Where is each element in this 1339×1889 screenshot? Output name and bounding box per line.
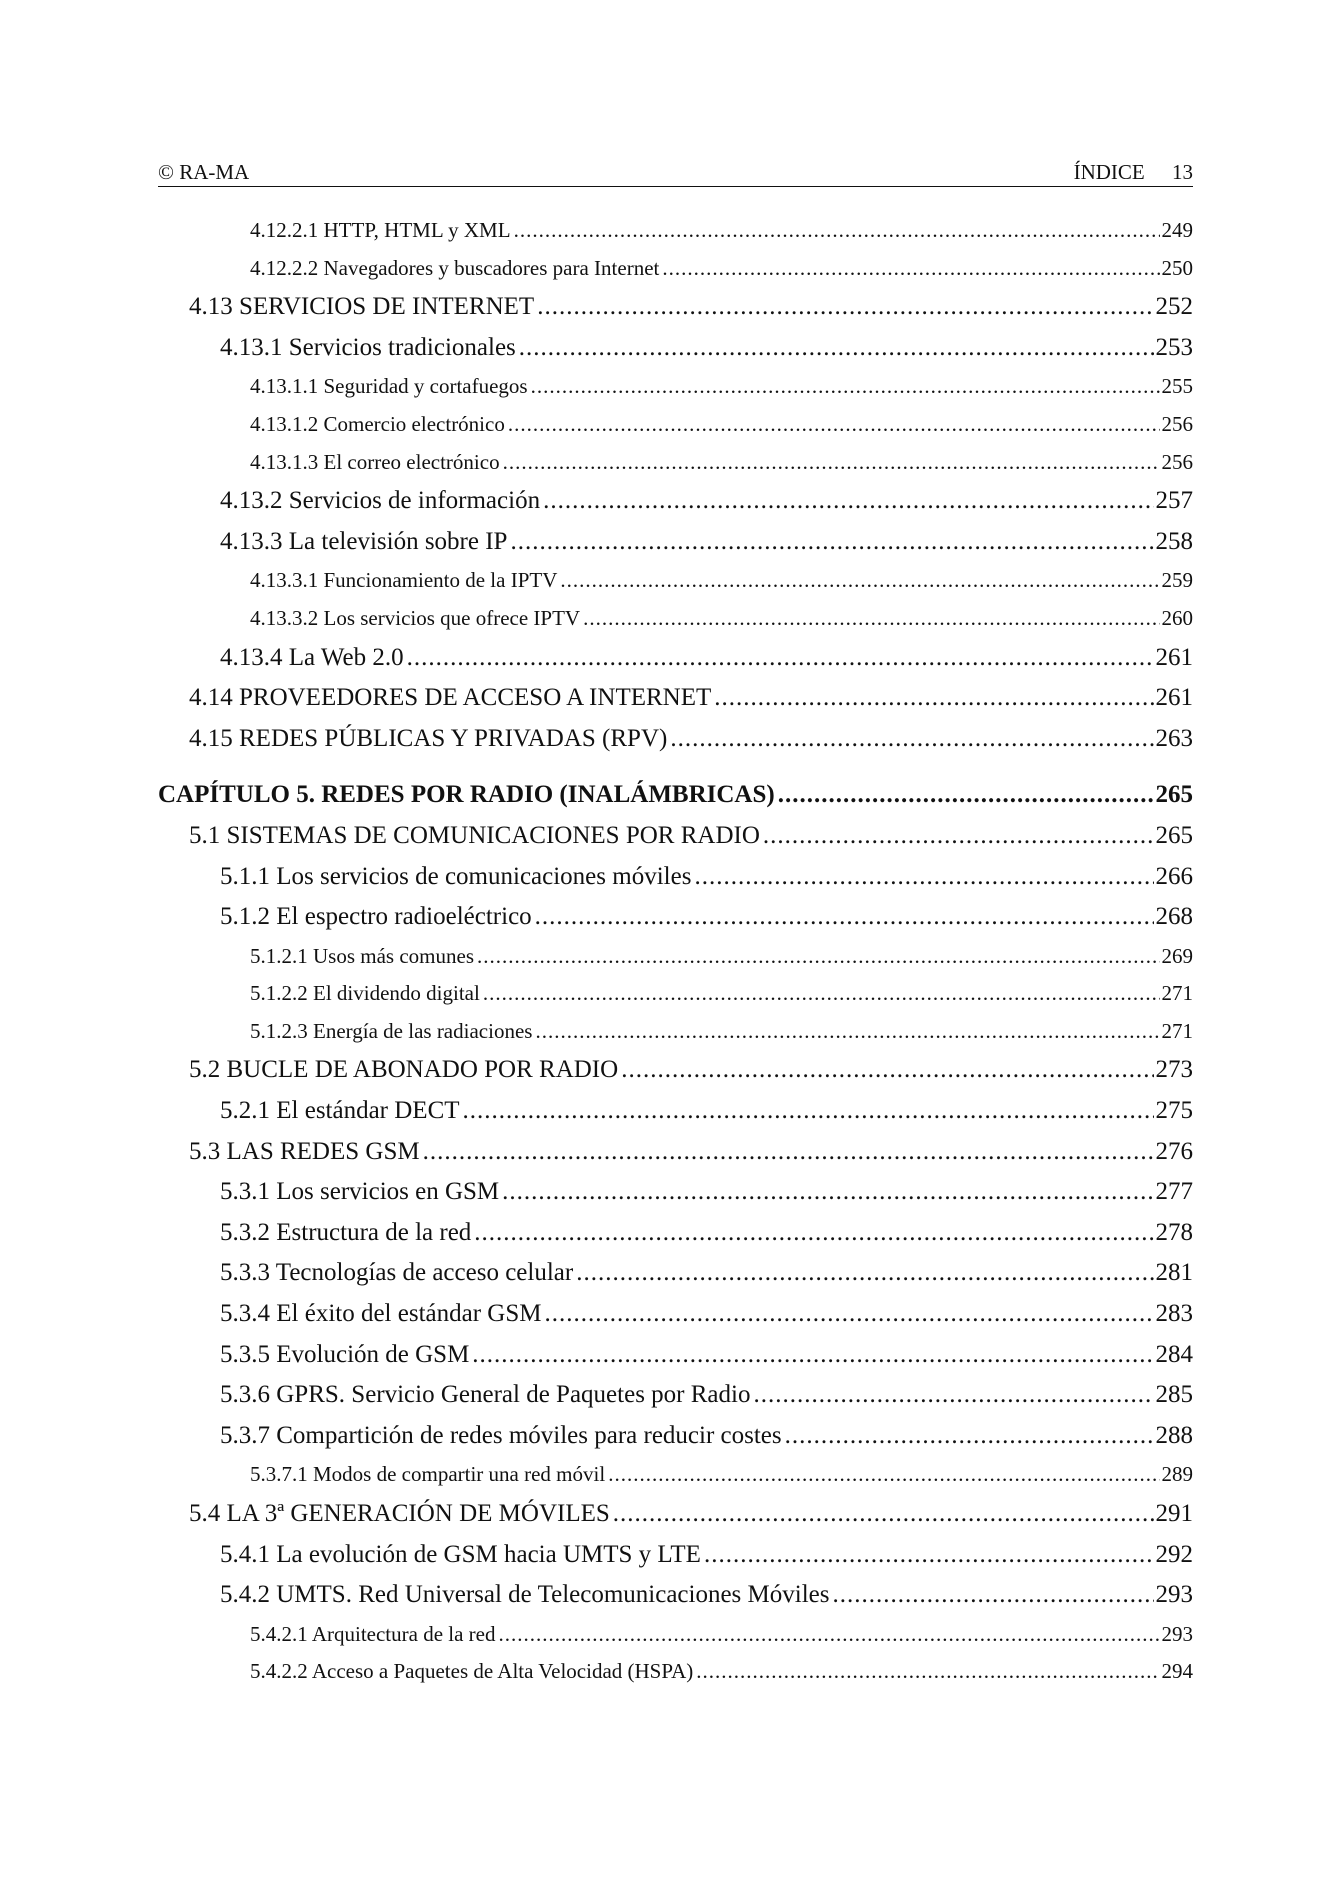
dot-leader [785,1422,1154,1450]
toc-entry[interactable] [158,725,1193,766]
toc-entry-label: 5.4.2.1 Arquitectura de la red [250,1621,496,1646]
toc-entry-page: 256 [1161,411,1193,436]
toc-entry-page: 252 [1155,293,1193,321]
toc-entry-label: 4.13.4 La Web 2.0 [220,643,404,671]
toc-entry-label: 4.13.1.1 Seguridad y cortafuegos [250,374,528,399]
dot-leader [499,1622,1160,1647]
toc-entry-label: 5.3.6 GPRS. Servicio General de Paquetes por Radio [220,1381,751,1409]
toc-entry-label: 4.13.2 Servicios de información [220,487,541,515]
toc-entry[interactable] [158,1541,1193,1582]
dot-leader [472,1341,1153,1369]
toc-entry-label: CAPÍTULO 5. REDES POR RADIO (INALÁMBRICAS) [158,781,775,809]
toc-entry-page: 278 [1155,1218,1193,1246]
toc-entry-page: 261 [1155,684,1193,712]
toc-entry-label: 4.12.2.1 HTTP, HTML y XML [250,218,511,242]
toc-entry-page: 283 [1155,1300,1193,1328]
toc-entry-page: 269 [1161,943,1193,968]
dot-leader [463,1097,1154,1125]
toc-entry-page: 276 [1155,1137,1193,1165]
toc-entry-page: 277 [1155,1178,1193,1206]
toc-entry-page: 284 [1155,1340,1193,1368]
toc-entry-label: 5.3.5 Evolución de GSM [220,1340,470,1368]
toc-entry-label: 4.15 REDES PÚBLICAS Y PRIVADAS (RPV) [189,724,668,752]
toc-entry-label: 4.13.3.1 Funcionamiento de la IPTV [250,568,558,593]
dot-leader [535,1019,1159,1044]
dot-leader [508,412,1160,437]
dot-leader [503,450,1160,475]
toc-entry-page: 259 [1161,568,1193,593]
toc-entry-label: 5.4.2.2 Acceso a Paquetes de Alta Velocidad (HSPA) [250,1659,694,1684]
toc-entry[interactable] [158,1581,1193,1622]
dot-leader [510,528,1153,556]
toc-entry-page: 289 [1161,1462,1193,1487]
toc-entry[interactable] [158,944,1193,982]
toc-entry[interactable] [158,1462,1193,1500]
dot-leader [477,944,1160,969]
toc-entry-page: 281 [1155,1259,1193,1287]
dot-leader [519,334,1154,362]
toc-entry-page: 285 [1155,1381,1193,1409]
dot-leader [832,1581,1153,1609]
toc-entry[interactable] [158,903,1193,944]
toc-entry-page: 260 [1161,605,1193,630]
toc-entry-page: 288 [1155,1421,1193,1449]
toc-entry-page: 273 [1155,1056,1193,1084]
toc-entry-label: 5.3 LAS REDES GSM [189,1137,420,1165]
dot-leader [694,863,1153,891]
dot-leader [502,1178,1153,1206]
toc-entry[interactable] [158,1381,1193,1422]
table-of-contents [158,218,1193,1697]
toc-entry-label: 5.4.1 La evolución de GSM hacia UMTS y LTE [220,1540,701,1568]
toc-entry-page: 249 [1161,218,1193,242]
running-header [158,160,1193,187]
section-title: ÍNDICE [1073,160,1145,184]
dot-leader [535,903,1154,931]
toc-entry-page: 291 [1155,1500,1193,1527]
toc-entry-label: 5.1 SISTEMAS DE COMUNICACIONES POR RADIO [189,821,760,849]
header-right [1052,160,1193,185]
toc-entry[interactable] [158,822,1193,863]
dot-leader [514,218,1160,243]
toc-entry-label: 5.2 BUCLE DE ABONADO POR RADIO [189,1056,619,1084]
dot-leader [560,568,1159,593]
toc-entry-label: 5.1.2.1 Usos más comunes [250,943,474,968]
toc-entry-page: 255 [1161,374,1193,399]
toc-entry-page: 293 [1161,1621,1193,1646]
toc-entry[interactable] [158,1019,1193,1057]
dot-leader [608,1462,1159,1487]
toc-entry[interactable] [158,1178,1193,1219]
toc-entry-page: 271 [1161,981,1193,1006]
toc-entry-label: 5.3.7.1 Modos de compartir una red móvil [250,1462,606,1487]
toc-entry[interactable] [158,644,1193,685]
toc-entry[interactable] [158,293,1193,334]
toc-entry-page: 263 [1155,724,1193,752]
dot-leader [778,781,1154,809]
toc-entry-label: 5.2.1 El estándar DECT [220,1097,460,1125]
toc-entry-page: 261 [1155,643,1193,671]
toc-entry-page: 257 [1155,487,1193,515]
toc-entry-label: 5.3.1 Los servicios en GSM [220,1178,500,1206]
dot-leader [714,684,1153,712]
dot-leader [670,725,1153,753]
dot-leader [407,644,1154,672]
toc-chapter-entry[interactable] [158,781,1193,822]
dot-leader [544,1300,1153,1328]
toc-entry[interactable] [158,334,1193,375]
toc-entry-label: 4.13.3.2 Los servicios que ofrece IPTV [250,605,581,630]
toc-entry[interactable] [158,981,1193,1019]
publisher-mark: © RA-MA [158,160,250,184]
toc-entry-label: 5.1.2.3 Energía de las radiaciones [250,1018,533,1043]
toc-entry-page: 256 [1161,449,1193,474]
toc-entry-label: 4.13.1.2 Comercio electrónico [250,411,505,436]
toc-entry-page: 258 [1155,527,1193,555]
dot-leader [531,374,1160,399]
toc-entry[interactable] [158,218,1193,256]
toc-entry-page: 293 [1155,1581,1193,1609]
toc-entry-page: 292 [1155,1540,1193,1568]
toc-entry[interactable] [158,1500,1193,1541]
toc-entry[interactable] [158,374,1193,412]
toc-entry[interactable] [158,1659,1193,1697]
toc-entry-label: 5.1.2 El espectro radioeléctrico [220,903,532,931]
toc-entry-label: 5.3.7 Compartición de redes móviles para reducir costes [220,1421,782,1449]
toc-entry[interactable] [158,863,1193,904]
toc-entry-page: 271 [1161,1018,1193,1043]
toc-entry[interactable] [158,450,1193,488]
toc-entry-page: 250 [1161,255,1193,280]
toc-entry[interactable] [158,568,1193,606]
toc-entry[interactable] [158,256,1193,294]
toc-entry-label: 4.14 PROVEEDORES DE ACCESO A INTERNET [189,684,712,712]
toc-entry-page: 275 [1155,1097,1193,1125]
toc-entry-label: 4.13 SERVICIOS DE INTERNET [189,293,535,321]
dot-leader [583,606,1159,631]
dot-leader [753,1381,1153,1409]
toc-entry[interactable] [158,1097,1193,1138]
toc-entry[interactable] [158,1219,1193,1260]
toc-entry-label: 4.13.1 Servicios tradicionales [220,333,516,361]
toc-entry-label: 5.3.4 El éxito del estándar GSM [220,1300,542,1328]
toc-entry-label: 5.1.2.2 El dividendo digital [250,981,480,1006]
toc-entry-page: 266 [1155,862,1193,890]
toc-entry-label: 5.1.1 Los servicios de comunicaciones móviles [220,862,692,890]
dot-leader [576,1259,1153,1287]
dot-leader [543,487,1153,515]
toc-entry-page: 265 [1155,821,1193,849]
dot-leader [621,1056,1153,1084]
toc-entry-page: 265 [1155,781,1193,809]
dot-leader [662,256,1159,281]
dot-leader [423,1138,1154,1166]
toc-entry-label: 5.4.2 UMTS. Red Universal de Telecomunicaciones Móviles [220,1581,830,1609]
toc-entry-label: 4.12.2.2 Navegadores y buscadores para Internet [250,255,660,280]
dot-leader [613,1500,1154,1528]
dot-leader [474,1219,1153,1247]
toc-entry[interactable] [158,606,1193,644]
toc-entry[interactable] [158,684,1193,725]
toc-entry-label: 4.13.3 La televisión sobre IP [220,527,508,555]
toc-entry-label: 5.3.3 Tecnologías de acceso celular [220,1259,574,1287]
toc-entry[interactable] [158,1259,1193,1300]
toc-entry[interactable] [158,528,1193,569]
dot-leader [696,1659,1159,1684]
dot-leader [704,1541,1154,1569]
toc-entry-page: 294 [1161,1659,1193,1684]
toc-entry[interactable] [158,1300,1193,1341]
toc-entry[interactable] [158,1422,1193,1463]
toc-entry-page: 253 [1155,333,1193,361]
page-number: 13 [1172,160,1193,184]
toc-entry-page: 268 [1155,903,1193,931]
dot-leader [537,293,1153,321]
dot-leader [483,981,1160,1006]
toc-entry[interactable] [158,487,1193,528]
toc-entry-label: 5.4 LA 3ª GENERACIÓN DE MÓVILES [189,1500,610,1527]
dot-leader [763,822,1154,850]
toc-entry-label: 5.3.2 Estructura de la red [220,1218,472,1246]
toc-entry-label: 4.13.1.3 El correo electrónico [250,449,500,474]
toc-entry[interactable] [158,1138,1193,1179]
toc-entry[interactable] [158,1622,1193,1660]
toc-entry[interactable] [158,1341,1193,1382]
toc-entry[interactable] [158,1056,1193,1097]
toc-entry[interactable] [158,412,1193,450]
